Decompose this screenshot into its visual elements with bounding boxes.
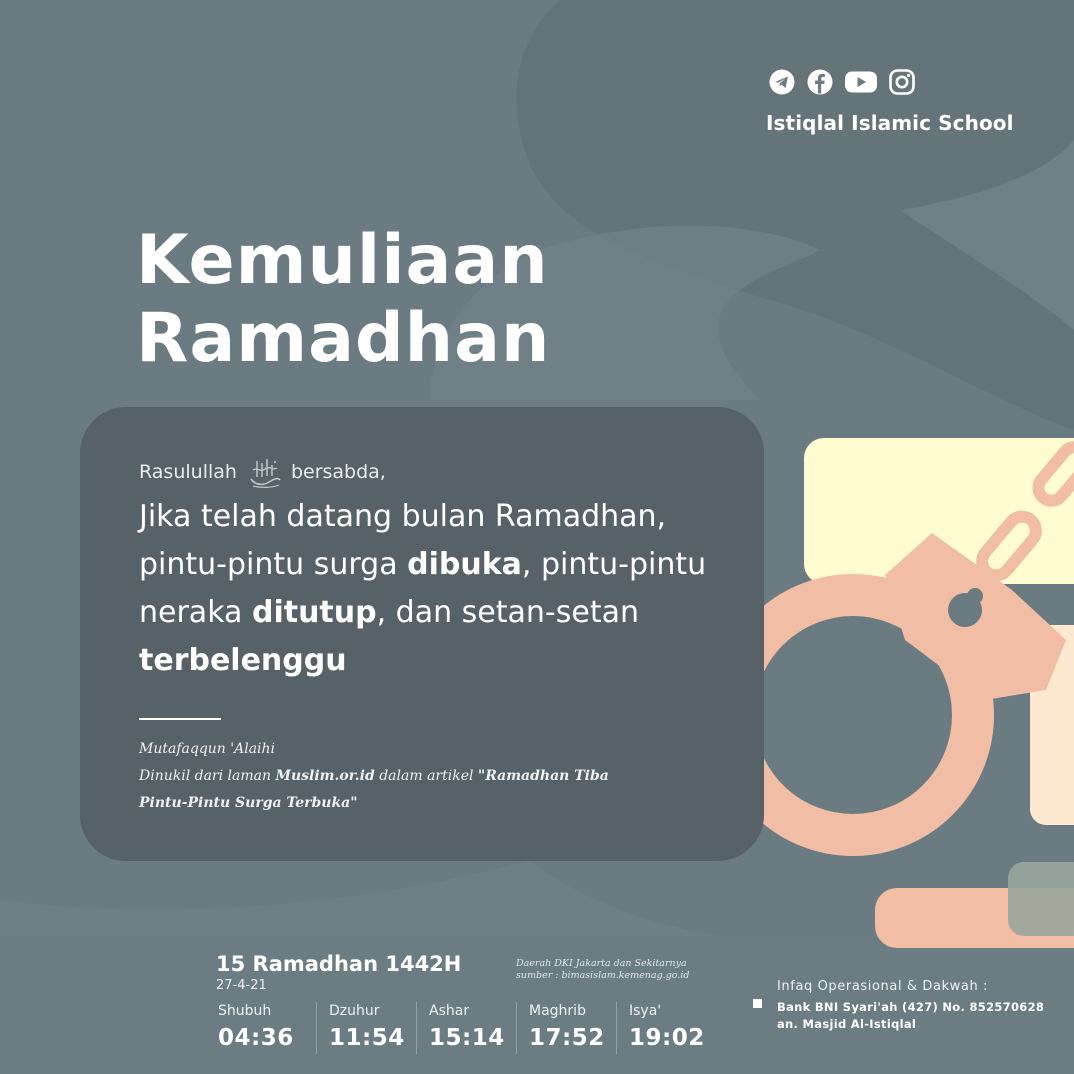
green-block xyxy=(1008,862,1074,936)
hadith-source xyxy=(139,736,699,817)
prayer-name: Dzuhur xyxy=(329,1003,380,1019)
hadith-bold-2: ditutup xyxy=(251,595,377,630)
schedule-source: sumber : bimasislam.kemenag.go.id xyxy=(516,970,690,981)
instagram-icon[interactable] xyxy=(888,68,916,96)
prayer-time: 15:14 xyxy=(429,1025,505,1051)
prayer-schedule-bar xyxy=(0,936,1074,1074)
page-title xyxy=(136,222,550,378)
brand-name: Istiqlal Islamic School xyxy=(766,111,1014,135)
gregorian-date: 27-4-21 xyxy=(216,978,267,993)
prayer-item-ashar xyxy=(416,1002,516,1054)
prayer-item-dzuhur xyxy=(316,1002,416,1054)
quote-card xyxy=(80,407,764,861)
youtube-icon[interactable] xyxy=(844,68,878,96)
prayer-name: Isya' xyxy=(629,1003,662,1019)
bullet-square-icon xyxy=(753,999,762,1008)
prayer-item-isya xyxy=(616,1002,716,1054)
prayer-item-maghrib xyxy=(516,1002,616,1054)
hadith-part-3: , dan setan-setan xyxy=(376,595,639,630)
source-line xyxy=(139,763,699,790)
hadith-text xyxy=(139,493,739,685)
bank-account: Bank BNI Syari'ah (427) No. 852570628 xyxy=(777,1000,1045,1014)
background-wave-bottom xyxy=(0,860,720,936)
prayer-time: 11:54 xyxy=(329,1025,405,1051)
prayer-name: Ashar xyxy=(429,1003,470,1019)
hadith-part-1: Jika telah datang bulan Ramadhan, pintu-pintu surga xyxy=(139,499,667,582)
title-line-2: Ramadhan xyxy=(136,299,551,378)
infaq-title: Infaq Operasional & Dakwah : xyxy=(777,979,989,994)
intro-suffix: bersabda, xyxy=(290,461,386,483)
hadith-bold-1: dibuka xyxy=(407,547,522,582)
prayer-times xyxy=(216,1002,716,1054)
prayer-time: 04:36 xyxy=(218,1025,294,1051)
hijri-date: 15 Ramadhan 1442H xyxy=(216,952,462,976)
source-line-2 xyxy=(139,790,699,817)
divider-rule xyxy=(139,718,221,720)
saw-calligraphy-icon xyxy=(247,455,283,489)
source-site: Muslim.or.id xyxy=(275,768,375,784)
source-prefix: Dinukil dari laman xyxy=(139,768,276,784)
social-icons xyxy=(768,68,916,96)
telegram-icon[interactable] xyxy=(768,68,796,96)
narrator: Mutafaqqun 'Alaihi xyxy=(139,741,276,757)
title-line-1: Kemuliaan xyxy=(136,221,549,300)
intro-prefix: Rasulullah xyxy=(139,461,237,483)
hadith-part-2: , pintu-pintu neraka xyxy=(139,547,707,630)
quote-intro xyxy=(139,455,386,489)
prayer-time: 19:02 xyxy=(629,1025,705,1051)
facebook-icon[interactable] xyxy=(806,68,834,96)
prayer-name: Maghrib xyxy=(529,1003,586,1019)
region: Daerah DKI Jakarta dan Sekitarnya xyxy=(516,958,687,969)
hadith-bold-3: terbelenggu xyxy=(139,643,347,678)
account-name: an. Masjid Al-Istiqlal xyxy=(777,1017,917,1031)
prayer-time: 17:52 xyxy=(529,1025,605,1051)
region-note xyxy=(516,958,689,982)
prayer-item-shubuh xyxy=(216,1002,316,1054)
source-article-2: Pintu-Pintu Surga Terbuka" xyxy=(139,795,358,811)
infaq-detail xyxy=(777,999,1044,1033)
prayer-name: Shubuh xyxy=(218,1003,272,1019)
source-middle: dalam artikel xyxy=(374,768,478,784)
source-article-1: "Ramadhan Tiba xyxy=(477,768,609,784)
